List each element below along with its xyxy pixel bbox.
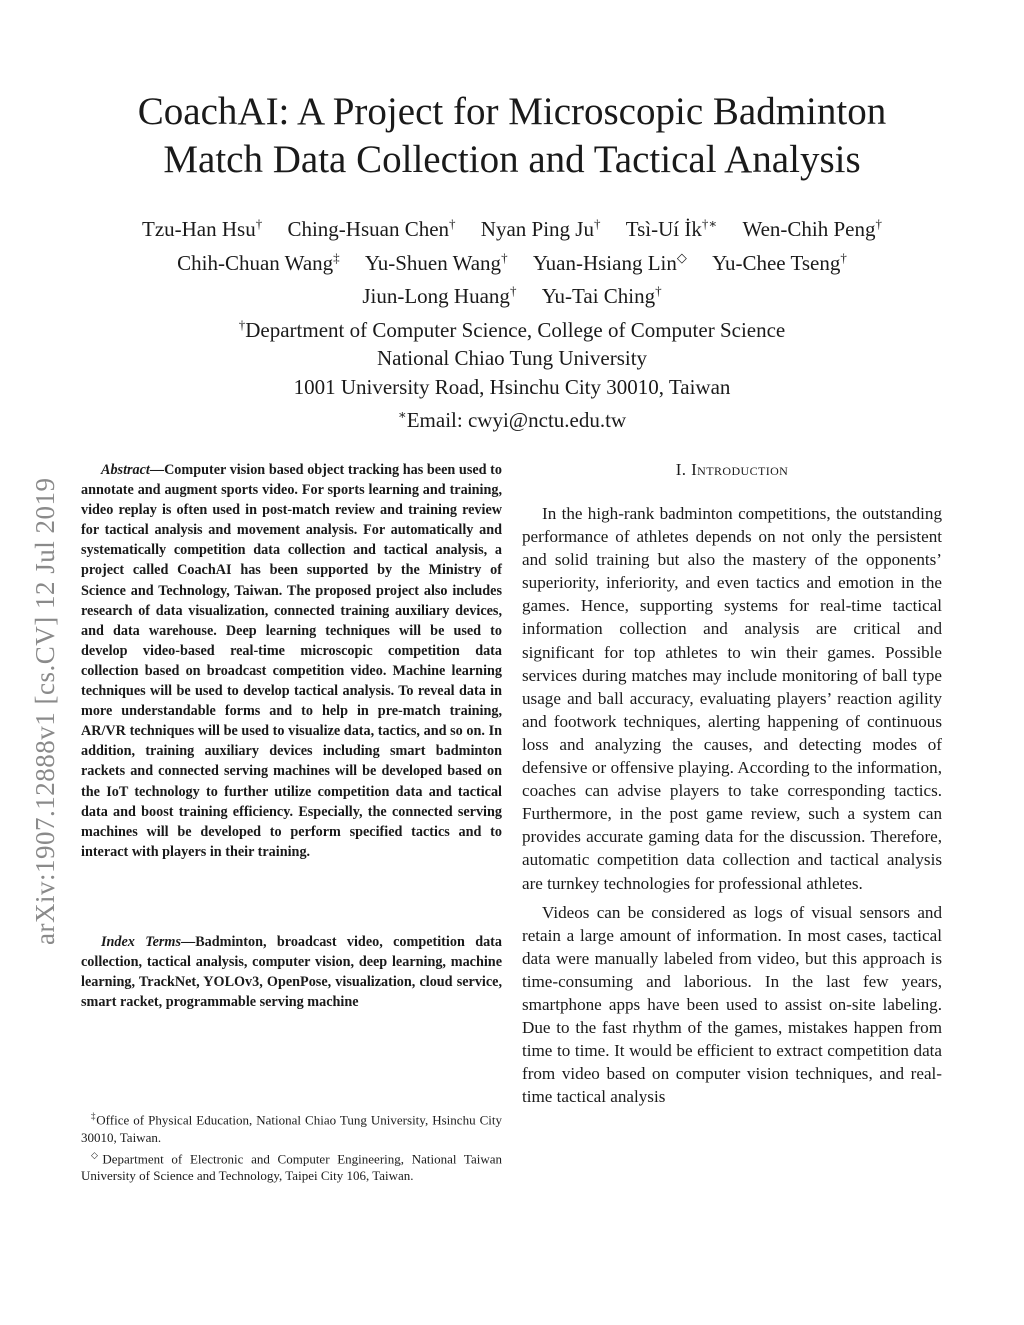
footnotes (81, 1108, 502, 1185)
paper-title (60, 88, 964, 184)
paragraph: In the high-rank badminton competitions, the outstanding performance of athletes depends on not only the persistent and solid training but also the mastery of the opponents’ superiority, inferiority, and even tactics and emotion in the games. Hence, supporting systems for real-time tactical information collection and analysis are critical and significant for top athletes to win their games. Possible services during matches may include monitoring of ball type usage and ball accuracy, evaluating players’ reaction agility and footwork techniques, alerting happening of continuous loss and analyzing the causes, and detecting modes of defensive or offensive playing. According to the information, coaches can advise players to take corresponding tactics. Furthermore, in the post game review, such a system can provides accurate gaming data for the discussion. Therefore, automatic competition data collection and tactical analysis are turnkey technologies for professional athletes. (522, 504, 942, 893)
author-block (60, 210, 964, 435)
author: Jiun-Long Huang† (362, 283, 517, 308)
footnote: ‡Office of Physical Education, National Chiao Tung University, Hsinchu City 30010, Taiwan. (81, 1111, 502, 1145)
section-heading: I. Introduction (675, 460, 789, 479)
author: Yu-Tai Ching† (541, 283, 662, 308)
author: Tzu-Han Hsu† (142, 216, 263, 241)
author: Chih-Chuan Wang‡ (177, 249, 340, 275)
index-terms: Index Terms—Badminton, broadcast video, competition data collection, tactical analysis, computer vision, deep learning, machine learning, TrackNet, YOLOv3, OpenPose, visualization, cloud service, smart racket, programmable serving machine (81, 934, 502, 1011)
footnote: ◇Department of Electronic and Computer Engineering, National Taiwan University of Science and Technology, Taipei City 106, Taiwan. (81, 1149, 502, 1184)
title-line-1: CoachAI: A Project for Microscopic Badminton (137, 90, 887, 133)
author-line-1 (60, 210, 964, 244)
author: Wen-Chih Peng† (742, 216, 882, 241)
affiliation-university: National Chiao Tung University (376, 346, 648, 370)
abstract-text: Computer vision based object tracking has been used to annotate and augment sports video. For sports learning and training, video replay is often used in post-match review and training review for tactical analysis and movement analysis. For automatically and systematically competition data collection and tactical analysis, a project called CoachAI has been supported by the Ministry of Science and Technology, Taiwan. The proposed project also includes research of data visualization, connected training auxiliary devices, and data warehouse. Deep learning techniques will be used to develop video-based real-time microscopic competition data collection based on broadcast competition video. Machine learning techniques will be used to develop tactical analysis. To reveal data in more understandable forms and to help in pre-match training, AR/VR techniques will be used to visualize data, tactics, and so on. In addition, training auxiliary devices including smart badminton rackets and connected serving machines will be developed based on the IoT technology to further utilize competition data and tactical data and boost training efficiency. Especially, the connected serving machines will be developed to perform specified tactics and to interact with players in their training. (81, 462, 502, 860)
author: Yu-Shuen Wang† (364, 249, 508, 275)
introduction-body (522, 502, 942, 1114)
author: Yu-Chee Tseng† (712, 249, 847, 275)
abstract-label: Abstract (101, 462, 150, 478)
paragraph: Videos can be considered as logs of visual sensors and retain a large amount of information. In most cases, tactical data were manually labeled from video, but this approach is time-consuming and laborious. In the last few years, smartphone apps have been used to assist on-site labeling. Due to the fast rhythm of the games, mistakes happen from time to time. It would be efficient to extract competition data from video based on computer vision techniques, and real-time tactical analysis (522, 902, 942, 1107)
author: Yuan-Hsiang Lin◇ (532, 249, 687, 275)
affiliation-address: 1001 University Road, Hsinchu City 30010, Taiwan (293, 374, 731, 399)
contact-email: ∗Email: cwyi@nctu.edu.tw (397, 407, 627, 432)
author: Ching-Hsuan Chen† (287, 216, 456, 241)
author: Tsì-Uí İk†∗ (625, 216, 718, 241)
author-line-2 (60, 244, 964, 278)
author-line-3 (60, 277, 964, 311)
abstract: Abstract—Computer vision based object tracking has been used to annotate and augment sports video. For sports learning and training, video replay is often used in post-match review and training review for tactical analysis and movement analysis. For automatically and systematically competition data collection and tactical analysis, a project called CoachAI has been supported by the Ministry of Science and Technology, Taiwan. The proposed project also includes research of data visualization, connected training auxiliary devices, and data warehouse. Deep learning techniques will be used to develop video-based real-time microscopic competition data collection based on broadcast competition video. Machine learning techniques will be used to develop tactical analysis. To reveal data in more understandable forms and to help in pre-match training, AR/VR techniques will be used to visualize data, tactics, and so on. In addition, training auxiliary devices including smart badminton rackets and connected serving machines will be developed based on the IoT technology to further utilize competition data and tactical data and boost training efficiency. Especially, the connected serving machines will be developed to perform specified tactics and to interact with players in their training. (81, 462, 502, 860)
index-terms-label: Index Terms (101, 934, 181, 950)
affiliation-dept: †Department of Computer Science, College of Computer Science (238, 316, 786, 342)
title-line-2: Match Data Collection and Tactical Analysis (163, 138, 861, 181)
index-terms-text: Badminton, broadcast video, competition data collection, tactical analysis, computer vision, deep learning, machine learning, TrackNet, YOLOv3, OpenPose, visualization, cloud service, smart racket, programmable serving machine (81, 934, 502, 1011)
author: Nyan Ping Ju† (480, 216, 601, 241)
arxiv-identifier: arXiv:1907.12888v1 [cs.CV] 12 Jul 2019 (30, 477, 60, 945)
